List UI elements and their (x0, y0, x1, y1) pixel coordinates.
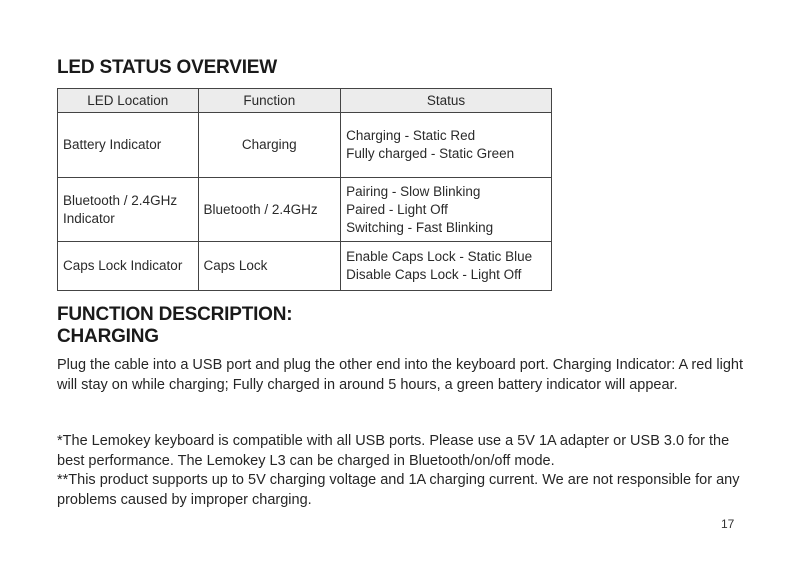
column-header-led-location: LED Location (58, 89, 199, 113)
table-row (58, 242, 552, 291)
cell-led-location: Caps Lock Indicator (58, 242, 199, 291)
status-line: Switching - Fast Blinking (346, 219, 494, 235)
cell-function: Caps Lock (198, 242, 341, 291)
status-line: Charging - Static Red (346, 128, 476, 143)
status-line: Pairing - Slow Blinking (346, 183, 481, 199)
cell-function: Charging (198, 113, 341, 178)
table-row (58, 113, 552, 178)
status-line: Paired - Light Off (346, 201, 448, 217)
section-subtitle-charging: CHARGING (57, 326, 159, 347)
status-line: Fully charged - Static Green (346, 146, 515, 161)
status-line: Disable Caps Lock - Light Off (346, 267, 522, 282)
cell-function: Bluetooth / 2.4GHz (198, 178, 341, 242)
section-title-function-description: FUNCTION DESCRIPTION: (57, 304, 293, 325)
compatibility-note: *The Lemokey keyboard is compatible with all USB ports. Please use a 5V 1A adapter or USB 3.0 for the best performance. The Lemokey L3 can be charged in Bluetooth/on/off mode. (57, 433, 730, 469)
cell-led-location: Bluetooth / 2.4GHz Indicator (58, 178, 199, 242)
charging-limit-note: **This product supports up to 5V charging voltage and 1A charging current. We are not responsible for any problems caused by improper charging. (57, 472, 740, 508)
table-row (58, 178, 552, 242)
cell-status (341, 113, 552, 178)
page-number: 17 (721, 517, 735, 531)
charging-instructions-paragraph: Plug the cable into a USB port and plug the other end into the keyboard port. Charging Indicator: A red light will stay on while charging; Fully charged in around 5 hours, a green battery indicator will appear. (57, 357, 743, 393)
cell-status (341, 178, 552, 242)
column-header-status: Status (341, 89, 552, 113)
section-title-led-status: LED STATUS OVERVIEW (57, 57, 277, 78)
status-line: Enable Caps Lock - Static Blue (346, 249, 533, 264)
cell-status (341, 242, 552, 291)
led-status-table (57, 88, 552, 291)
table-header-row (58, 89, 552, 113)
cell-led-location: Battery Indicator (58, 113, 199, 178)
charging-notes (57, 432, 747, 510)
column-header-function: Function (198, 89, 341, 113)
